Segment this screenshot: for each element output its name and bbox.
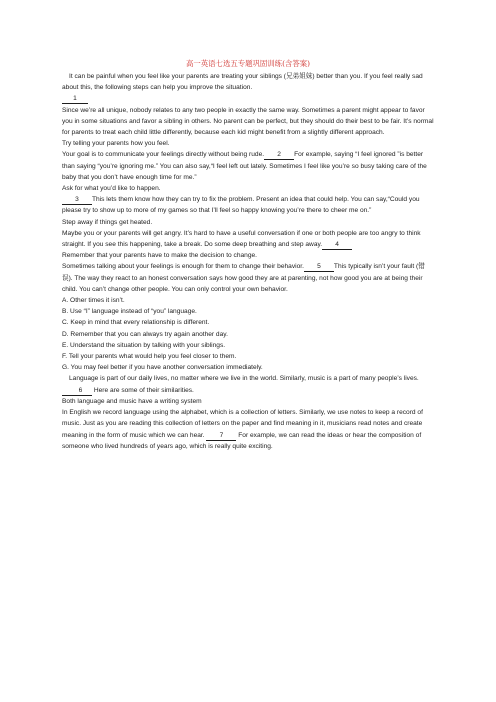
passage1-intro: It can be painful when you feel like your parents are treating your siblings (兄弟姐妹) better than you. If you feel really sad about this, the following steps can help you improve the situation. [62,73,423,92]
option-g[interactable]: G. You may feel better if you have another conversation immediately. [62,364,263,372]
option-b[interactable]: B. Use “I” language instead of “you” language. [62,308,197,316]
blank-1[interactable]: 1 [62,94,88,104]
options-list [62,295,434,373]
option-c[interactable]: C. Keep in mind that every relationship is different. [62,319,210,327]
passage2-heading-1: Both language and music have a writing system [62,397,202,405]
passage2-intro: Language is part of our daily lives, no matter where we live in the world. Similarly, music is a part of many people’s lives. 6 Here are some of their similarities. [62,373,434,395]
passage1-paragraph-1: Since we’re all unique, nobody relates to any two people in exactly the same way. Sometimes a parent might appear to favor you in some situations and favor a sibling in others. No parent can be perfect, but they should do their best to be fair. It’s normal for parents to treat each child little differently, because each kid might benefit from a slightly different approach. [62,106,434,137]
worksheet-page [62,58,434,452]
blank-6[interactable]: 6 [62,386,92,396]
passage2-paragraph-1: In English we record language using the alphabet, which is a collection of letters. Similarly, we use notes to keep a record of music. Just as you are reading this collection of letters on the paper and find meaning in it, musicians read notes and create meaning in the form of music which we can hear. 7 For example, we can read the ideas or hear the composition of someone who lived hundreds of years ago, which is really quite exciting. [62,409,423,450]
passage1-paragraph-4: Maybe you or your parents will get angry. It’s hard to have a useful conversation if one or both people are too angry to think straight. If you see this happening, take a break. Do some deep breathing and step away. 4 [62,229,421,249]
blank-line [62,93,434,104]
page-title: 高一英语七选五专题巩固训练(含答案) [185,59,311,68]
option-e[interactable]: E. Understand the situation by talking with your siblings. [62,341,226,349]
passage1-paragraph-2: Your goal is to communicate your feelings directly without being rude. 2 For example, saying “I feel ignored ”is better than saying “you’re ignoring me.” You can also say,“I feel left out lately. Sometimes I feel like you’re so busy taking care of the baby that you don’t have enough time for me.” [62,151,427,181]
option-d[interactable]: D. Remember that you can always try again another day. [62,330,228,338]
blank-3[interactable]: 3 [62,195,92,205]
passage1-heading-1: Try telling your parents how you feel. [62,140,170,148]
passage1-paragraph-3: 3 This lets them know how they can try to fix the problem. Present an idea that could help. You can say,“Could you please try to show up to more of my games so that I’ll feel so happy knowing you’re there to cheer me on.” [62,196,420,215]
option-a[interactable]: A. Other times it isn’t. [62,297,125,305]
blank-7[interactable]: 7 [206,431,236,441]
passage1-heading-2: Ask for what you’d like to happen. [62,185,161,193]
blank-4[interactable]: 4 [322,240,352,250]
passage1-heading-4: Remember that your parents have to make the decision to change. [62,252,257,260]
option-f[interactable]: F. Tell your parents what would help you feel closer to them. [62,353,237,361]
blank-2[interactable]: 2 [264,150,294,160]
passage1-paragraph-5: Sometimes talking about your feelings is enough for them to change their behavior. 5 This typically isn’t your fault (错误). The way they react to an honest conversation says how good they are at parenting, not how good you are at being their child. You can’t change other people. You can only control your own behavior. [62,263,425,293]
blank-5[interactable]: 5 [304,262,334,272]
passage1-heading-3: Step away if things get heated. [62,218,153,226]
